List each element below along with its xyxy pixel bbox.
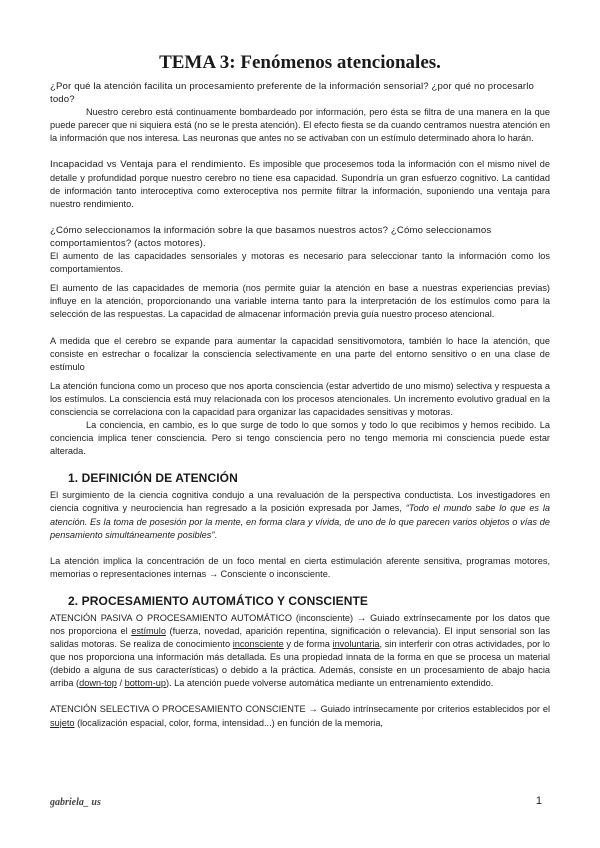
section-heading-definition: 1. DEFINICIÓN DE ATENCIÓN <box>68 471 238 486</box>
paragraph-conscience: La conciencia, en cambio, es lo que surge de todo lo que somos y todo lo que recibimos y hemos recibido. La conciencia implica tener consciencia. Pero si tengo consciencia pero no tengo memoria mi consciencia puede estar alterada. <box>50 420 550 457</box>
selective-text-a: ATENCIÓN SELECTIVA O PROCESAMIENTO CONSCIENTE → Guiado intrínsecamente por criterios establecidos por el <box>50 704 550 715</box>
paragraph-memory: El aumento de las capacidades de memoria (nos permite guiar la atención en base a nuestras experiencias previas) influye en la atención, proporcionando una variable interna tanto para la interpretación de los estímulos como para la selección de las respuestas. La capacidad de almacenar información previa guía nuestro proceso atencional. <box>50 283 550 320</box>
paragraph-cognitive-science <box>50 489 550 541</box>
section-heading-processing: 2. PROCESAMIENTO AUTOMÁTICO Y CONSCIENTE <box>68 593 369 608</box>
passive-underline-down-top: down-top <box>79 678 117 689</box>
passive-text-e: ). La atención puede volverse automática mediante un entrenamiento extendido. <box>165 678 494 689</box>
paragraph-cognitive-science-end: . <box>214 529 218 540</box>
passive-text-a: ATENCIÓN PASIVA O PROCESAMIENTO AUTOMÁTICO (inconsciente) → Guiado extrínsecamente por los datos que nos proporciona el <box>50 612 550 636</box>
page-title: TEMA 3: Fenómenos atencionales. <box>159 52 441 73</box>
paragraph-mental-focus: La atención implica la concentración de un foco mental en cierta estimulación aferente sensitiva, programas motores, memorias o representaciones internas → Consciente o inconsciente. <box>50 555 550 579</box>
passive-underline-unconscious: inconsciente <box>232 639 284 650</box>
passive-underline-bottom-up: bottom-up <box>124 678 166 689</box>
james-quote: “Todo el mundo sabe lo que es la atención. Es la toma de posesión por la mente, en forma clara y vívida, de uno de lo que parecen varios objetos o vías de pensamiento simultáneamente posibles” <box>50 503 550 540</box>
footer-author: gabriela_ us <box>50 797 101 808</box>
paragraph-performance <box>50 158 550 210</box>
paragraph-cognitive-science-text: El surgimiento de la ciencia cognitiva condujo a una revaluación de la perspectiva conductista. Los investigadores en ciencia cognitiva y neurociencia han regresado a la posición expresada por James, <box>50 490 550 514</box>
paragraph-sensory-motor: El aumento de las capacidades sensoriales y motoras es necesario para seleccionar tanto la información como los comportamientos. <box>50 251 550 275</box>
passive-text-b: (fuerza, novedad, aparición repentina, significación o relevancia). El input sensorial son las salidas motoras. Se realiza de conocimiento <box>50 626 550 650</box>
passive-underline-stimulus: estímulo <box>131 626 166 636</box>
passive-text-c: y de forma <box>283 639 333 650</box>
question-attention: ¿Por qué la atención facilita un procesamiento preferente de la información sensorial? ¿por qué no procesarlo todo? <box>50 81 535 106</box>
passive-text-d: , sin interferir con otras actividades, por lo que nos proporciona una información más detallada. Es una propiedad innata de la forma en que se procesa un material (debido a alguna de sus características) o debido a la práctica. Además, consiste en un procesamiento de abajo hacia arriba ( <box>50 639 551 689</box>
paragraph-bombardment: Nuestro cerebro está continuamente bombardeado por información, pero ésta se filtra de una manera en la que puede parecer que ni siquiera está (no se le presta atención). El efecto fiesta se da cuando centramos nuestra atención en la información que nos interesa. Las neuronas que antes no se activaban con un estímulo determinado ahora lo harán. <box>50 107 550 144</box>
paragraph-selective-attention <box>50 703 550 729</box>
passive-separator: / <box>116 678 125 689</box>
document-body <box>50 80 550 730</box>
page-number: 1 <box>535 795 542 807</box>
question-selection: ¿Cómo seleccionamos la información sobre la que basamos nuestros actos? ¿Cómo seleccionamos comportamientos? (actos motores). <box>50 224 492 249</box>
paragraph-performance-text: Es imposible que procesemos toda la información con el mismo nivel de detalle y profundidad porque nuestro cerebro no tiene esa capacidad. Supondría un gran esfuerzo cognitivo. La cantidad de información tanto interoceptiva como exteroceptiva nos permite filtrar la información, suponiendo una ventaja para nuestro rendimiento. <box>50 159 550 209</box>
paragraph-brain-expansion: A medida que el cerebro se expande para aumentar la capacidad sensitivomotora, también lo hace la atención, que consiste en estrechar o focalizar la consciencia selectivamente en una parte del entorno sensitivo o en una clase de estímulo <box>50 335 550 372</box>
paragraph-awareness: La atención funciona como un proceso que nos aporta consciencia (estar advertido de uno mismo) selectiva y respuesta a los estímulos. La consciencia está muy relacionada con los procesos atencionales. Un incremento evolutivo gradual en la consciencia se correlaciona con la capacidad para organizar las capacidades sensitivas y motoras. <box>50 380 550 417</box>
passive-underline-involuntary: involuntaria <box>332 639 380 650</box>
paragraph-performance-lead: Incapacidad vs Ventaja para el rendimiento. <box>50 159 246 171</box>
paragraph-passive-attention <box>50 612 550 691</box>
selective-text-b: (localización espacial, color, forma, intensidad...) en función de la memoria, <box>74 717 383 728</box>
selective-underline-subject: sujeto <box>50 717 75 728</box>
